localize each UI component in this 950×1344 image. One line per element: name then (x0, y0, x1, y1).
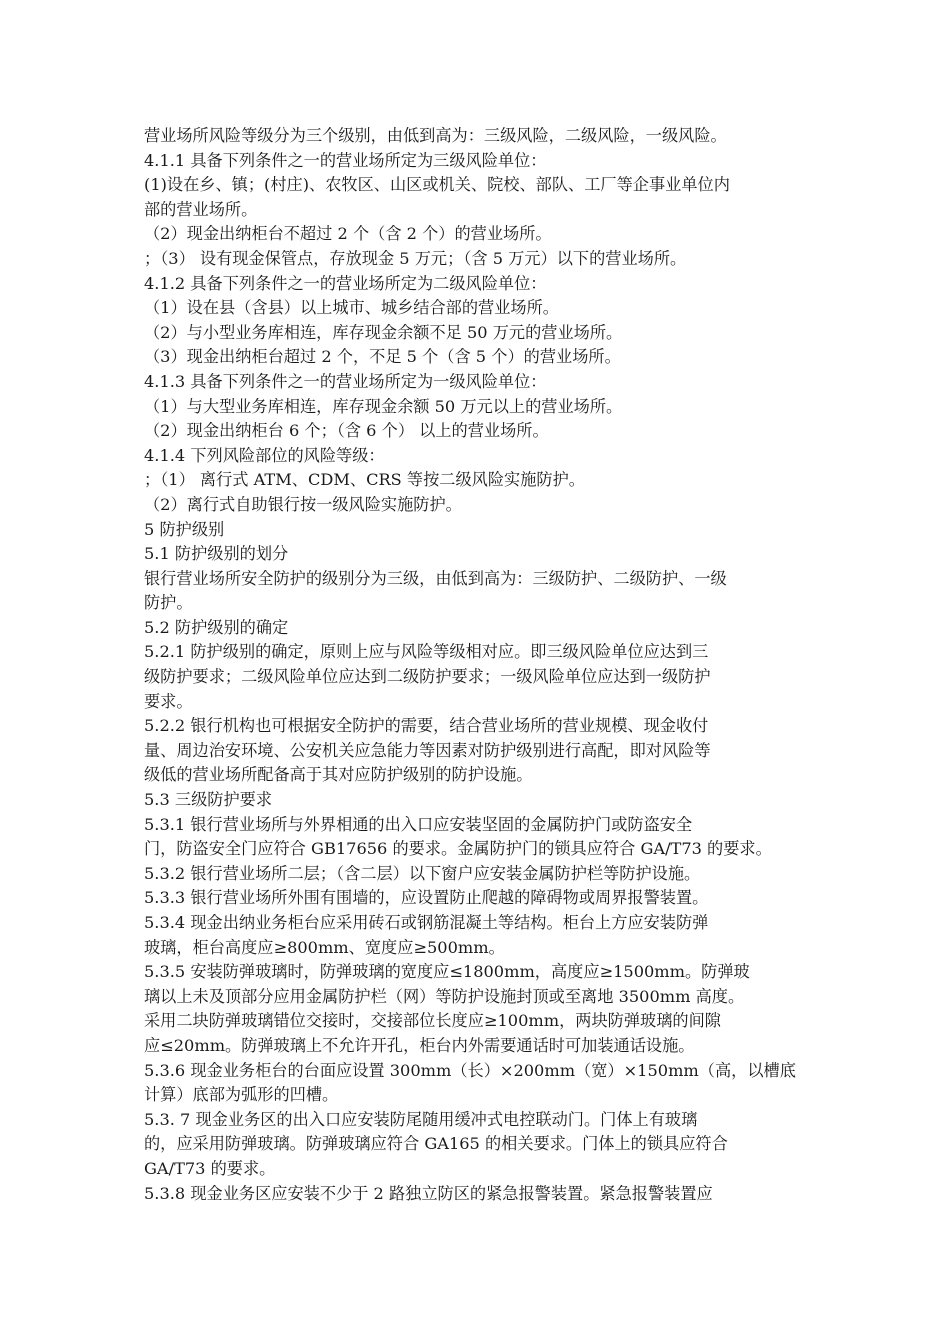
text-line: 5.2.1 防护级别的确定，原则上应与风险等级相对应。即三级风险单位应达到三 (144, 642, 709, 662)
text-line: 5.3.4 现金出纳业务柜台应采用砖石或钢筋混凝土等结构。柜台上方应安装防弹 (144, 913, 709, 932)
document-body (144, 124, 816, 1206)
text-line: ；（1） 离行式 ATM、CDM、CRS 等按二级风险实施防护。 (144, 470, 585, 490)
text-line: 4.1.3 具备下列条件之一的营业场所定为一级风险单位： (144, 371, 547, 391)
text-line: 要求。 (144, 691, 193, 711)
text-line: 5.3.6 现金业务柜台的台面应设置 300mm（长）×200mm（宽）×150mm（高，以槽底 (144, 1060, 796, 1080)
text-line: GA/T73 的要求。 (144, 1158, 276, 1178)
text-line: 防护。 (144, 593, 193, 613)
text-line: 5 防护级别 (144, 519, 225, 539)
text-line: （3）现金出纳柜台超过 2 个，不足 5 个（含 5 个）的营业场所。 (144, 347, 621, 367)
text-line: 5.1 防护级别的划分 (144, 544, 289, 564)
text-line: 银行营业场所安全防护的级别分为三级，由低到高为：三级防护、二级防护、一级 (144, 568, 727, 588)
text-line: 量、周边治安环境、公安机关应急能力等因素对防护级别进行高配，即对风险等 (144, 740, 711, 760)
text-line: （2）与小型业务库相连，库存现金余额不足 50 万元的营业场所。 (144, 322, 623, 342)
text-line: 级防护要求；二级风险单位应达到二级防护要求；一级风险单位应达到一级防护 (144, 667, 711, 687)
text-line: 部的营业场所。 (144, 199, 258, 219)
text-line: 级低的营业场所配备高于其对应防护级别的防护设施。 (144, 765, 533, 785)
text-line: 5.2 防护级别的确定 (144, 617, 289, 637)
text-line: 4.1.4 下列风险部位的风险等级： (144, 445, 385, 465)
text-line: 5.3.3 银行营业场所外围有围墙的，应设置防止爬越的障碍物或周界报警装置。 (144, 888, 709, 908)
text-line: 玻璃，柜台高度应≥800mm、宽度应≥500mm。 (144, 937, 505, 957)
text-line: 5.3 三级防护要求 (144, 790, 273, 810)
text-line: 的，应采用防弹玻璃。防弹玻璃应符合 GA165 的相关要求。门体上的锁具应符合 (144, 1134, 728, 1154)
text-line: (1)设在乡、镇；(村庄)、农牧区、山区或机关、院校、部队、工厂等企事业单位内 (144, 175, 730, 195)
text-line: 5.3.2 银行营业场所二层；（含二层）以下窗户应安装金属防护栏等防护设施。 (144, 863, 701, 883)
text-line: 5.3.8 现金业务区应安装不少于 2 路独立防区的紧急报警装置。紧急报警装置应 (144, 1183, 713, 1203)
text-line: 计算）底部为弧形的凹槽。 (144, 1085, 339, 1105)
text-line: 4.1.2 具备下列条件之一的营业场所定为二级风险单位： (144, 273, 547, 293)
text-line: 应≤20mm。防弹玻璃上不允许开孔，柜台内外需要通话时可加装通话设施。 (144, 1035, 695, 1055)
text-line: （2）离行式自助银行按一级风险实施防护。 (144, 494, 462, 514)
text-line: 采用二块防弹玻璃错位交接时，交接部位长度应≥100mm，两块防弹玻璃的间隙 (144, 1011, 721, 1031)
text-line: 5.3.1 银行营业场所与外界相通的出入口应安装坚固的金属防护门或防盗安全 (144, 814, 693, 834)
text-line: （2）现金出纳柜台不超过 2 个（含 2 个）的营业场所。 (144, 224, 552, 244)
text-line: （1）设在县（含县）以上城市、城乡结合部的营业场所。 (144, 298, 559, 318)
text-line: （1）与大型业务库相连，库存现金余额 50 万元以上的营业场所。 (144, 396, 623, 416)
text-line: 5.3. 7 现金业务区的出入口应安装防尾随用缓冲式电控联动门。门体上有玻璃 (144, 1109, 698, 1129)
text-line: 门，防盗安全门应符合 GB17656 的要求。金属防护门的锁具应符合 GA/T73 的要求。 (144, 839, 772, 859)
text-line: 5.3.5 安装防弹玻璃时，防弹玻璃的宽度应≤1800mm，高度应≥1500mm。防弹玻 (144, 962, 750, 982)
text-line: 璃以上未及顶部分应用金属防护栏（网）等防护设施封顶或至离地 3500mm 高度。 (144, 986, 745, 1006)
text-line: 营业场所风险等级分为三个级别，由低到高为：三级风险，二级风险，一级风险。 (144, 126, 727, 145)
text-line: 4.1.1 具备下列条件之一的营业场所定为三级风险单位： (144, 150, 547, 170)
text-line: ；（3） 设有现金保管点，存放现金 5 万元；（含 5 万元）以下的营业场所。 (144, 248, 687, 268)
text-line: 5.2.2 银行机构也可根据安全防护的需要，结合营业场所的营业规模、现金收付 (144, 716, 709, 736)
text-line: （2）现金出纳柜台 6 个；（含 6 个） 以上的营业场所。 (144, 421, 549, 441)
